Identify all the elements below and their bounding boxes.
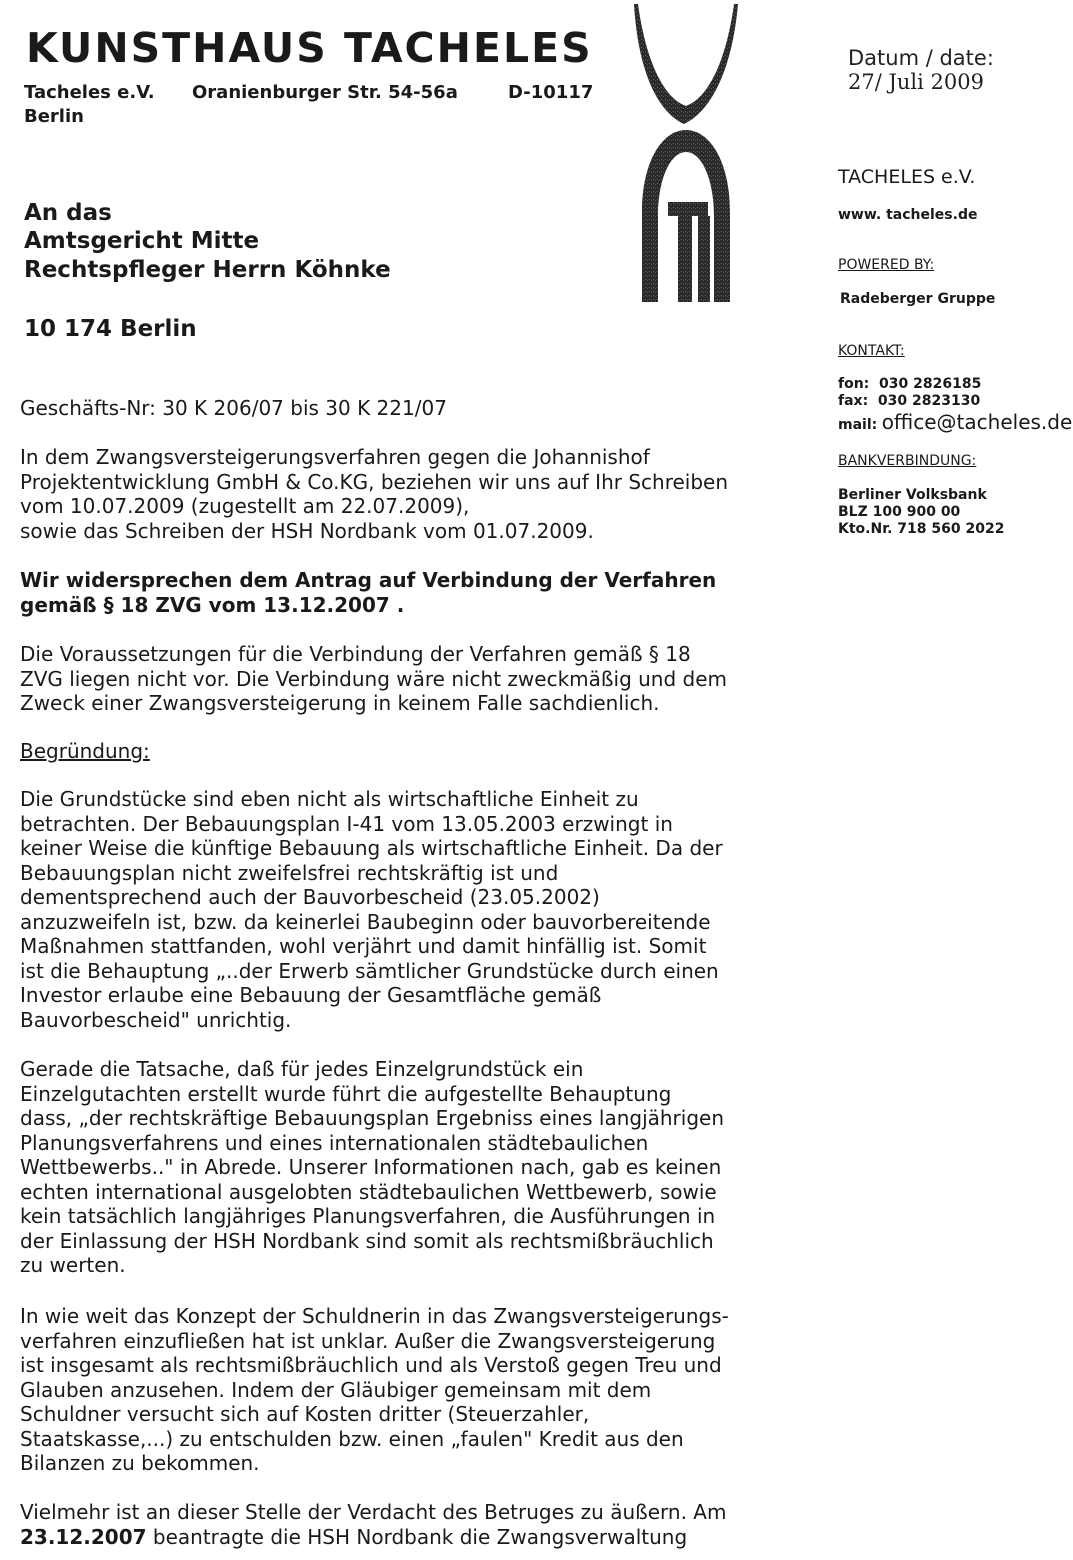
city: Berlin (24, 106, 84, 127)
text-line: Zweck einer Zwangsversteigerung in keinem Falle sachdienlich. (20, 691, 660, 715)
text-line: echten international ausgelobten städtebaulichen Wettbewerb, sowie (20, 1179, 717, 1204)
case-reference: Geschäfts-Nr: 30 K 206/07 bis 30 K 221/07 (20, 396, 447, 420)
recipient-line-3: Rechtspfleger Herrn Köhnke (24, 257, 391, 283)
text-line: kein tatsächlich langjähriges Planungsverfahren, die Ausführungen in (20, 1204, 716, 1228)
text-line: der Einlassung der HSH Nordbank sind somit als rechtsmißbräuchlich (20, 1228, 714, 1253)
text-line: Investor erlaube eine Bebauung der Gesamtfläche gemäß (20, 983, 602, 1007)
powered-by-label: POWERED BY: (838, 257, 935, 273)
text-line: Bauvorbescheid" unrichtig. (20, 1007, 292, 1032)
text-line: anzuzweifeln ist, bzw. da keinerlei Baubeginn oder bauvorbereitende (20, 909, 711, 934)
paragraph-4 (20, 1304, 780, 1476)
text-line: In dem Zwangsversteigerungsverfahren gegen die Johannishof (20, 445, 650, 469)
sidebar-website: www. tacheles.de (838, 207, 978, 223)
powered-by-value: Radeberger Gruppe (840, 291, 996, 307)
bank-blz: BLZ 100 900 00 (838, 504, 961, 520)
street-address: Oranienburger Str. 54-56a (192, 82, 458, 103)
date-label: Datum / date: (848, 46, 994, 70)
kontakt-label: KONTAKT: (838, 343, 905, 359)
recipient-city: 10 174 Berlin (24, 316, 197, 342)
text-line: gemäß § 18 ZVG vom 13.12.2007 . (20, 592, 405, 617)
text-line: Wir widersprechen dem Antrag auf Verbindung der Verfahren (20, 568, 717, 592)
text-line: vom 10.07.2009 (zugestellt am 22.07.2009), (20, 494, 470, 518)
text-line: Projektentwicklung GmbH & Co.KG, beziehen wir uns auf Ihr Schreiben (20, 469, 729, 494)
text-line: Bebauungsplan nicht zweifelsfrei rechtskräftig ist und (20, 860, 559, 885)
text-line: Maßnahmen stattfanden, wohl verjährt und damit hinfällig ist. Somit (20, 934, 707, 958)
fax-number: fax: 030 2823130 (838, 393, 981, 409)
phone-number: fon: 030 2826185 (838, 376, 982, 392)
brand-title: KUNSTHAUS TACHELES (26, 24, 593, 72)
bank-account: Kto.Nr. 718 560 2022 (838, 521, 1005, 537)
recipient-line-2: Amtsgericht Mitte (24, 228, 260, 254)
paragraph-2 (20, 787, 780, 1032)
org-name: Tacheles e.V. (24, 82, 155, 103)
text-line (20, 1525, 780, 1550)
text-line: Gerade die Tatsache, daß für jedes Einzelgrundstück ein (20, 1057, 584, 1081)
text-line: keiner Weise die künftige Bebauung als wirtschaftliche Einheit. Da der (20, 836, 723, 860)
text-line: Schuldner versucht sich auf Kosten dritter (Steuerzahler, (20, 1402, 590, 1426)
highlighted-date: 23.12.2007 (20, 1524, 147, 1549)
sidebar-org: TACHELES e.V. (838, 166, 976, 188)
paragraph-5 (20, 1500, 780, 1549)
mail-address[interactable]: office@tacheles.de (881, 410, 1073, 434)
paragraph-1 (20, 642, 780, 716)
text-line: Wettbewerbs.." in Abrede. Unserer Informationen nach, gab es keinen (20, 1155, 722, 1179)
text-line: Planungsverfahrens und eines internationalen städtebaulichen (20, 1130, 649, 1155)
text-line: Staatskasse,...) zu entschulden bzw. einen „faulen" Kredit aus den (20, 1426, 684, 1451)
text-line: verfahren einzufließen hat ist unklar. Außer die Zwangsversteigerung (20, 1328, 716, 1353)
mail-label: mail: (838, 417, 878, 433)
text-line: Die Grundstücke sind eben nicht als wirtschaftliche Einheit zu (20, 787, 639, 811)
text-line: ZVG liegen nicht vor. Die Verbindung wäre nicht zweckmäßig und dem (20, 666, 728, 691)
bank-label: BANKVERBINDUNG: (838, 453, 977, 469)
text-line: ist insgesamt als rechtsmißbräuchlich und als Verstoß gegen Treu und (20, 1353, 722, 1377)
text-line: In wie weit das Konzept der Schuldnerin in das Zwangsversteigerungs- (20, 1304, 729, 1328)
recipient-line-1: An das (24, 200, 112, 226)
text-line: Bilanzen zu bekommen. (20, 1451, 260, 1475)
text-line: ist die Behauptung „..der Erwerb sämtlicher Grundstücke durch einen (20, 958, 719, 983)
objection-statement (20, 568, 780, 617)
text-line: Die Voraussetzungen für die Verbindung der Verfahren gemäß § 18 (20, 642, 691, 666)
text-line: sowie das Schreiben der HSH Nordbank vom 01.07.2009. (20, 518, 594, 543)
reason-heading: Begründung: (20, 739, 150, 763)
paragraph-3 (20, 1057, 780, 1278)
text-line: Vielmehr ist an dieser Stelle der Verdacht des Betruges zu äußern. Am (20, 1500, 727, 1524)
text-line: dementsprechend auch der Bauvorbescheid (23.05.2002) (20, 885, 600, 909)
text-line: Einzelgutachten erstellt wurde führt die aufgestellte Behauptung (20, 1081, 672, 1106)
text-line: dass, „der rechtskräftige Bebauungsplan Ergebniss eines langjährigen (20, 1106, 725, 1130)
date-value: 27/ Juli 2009 (848, 70, 984, 94)
text-line: betrachten. Der Bebauungsplan I-41 vom 13.05.2003 erzwingt in (20, 811, 673, 836)
bank-name: Berliner Volksbank (838, 487, 987, 503)
text-line: Glauben anzusehen. Indem der Gläubiger gemeinsam mit dem (20, 1377, 652, 1402)
zip-code: D-10117 (508, 82, 594, 103)
text-line: zu werten. (20, 1253, 126, 1277)
text-fragment: beantragte die HSH Nordbank die Zwangsverwaltung (146, 1524, 688, 1549)
intro-paragraph (20, 445, 780, 543)
tacheles-logo-icon (628, 2, 744, 302)
mail-line (838, 410, 1072, 434)
